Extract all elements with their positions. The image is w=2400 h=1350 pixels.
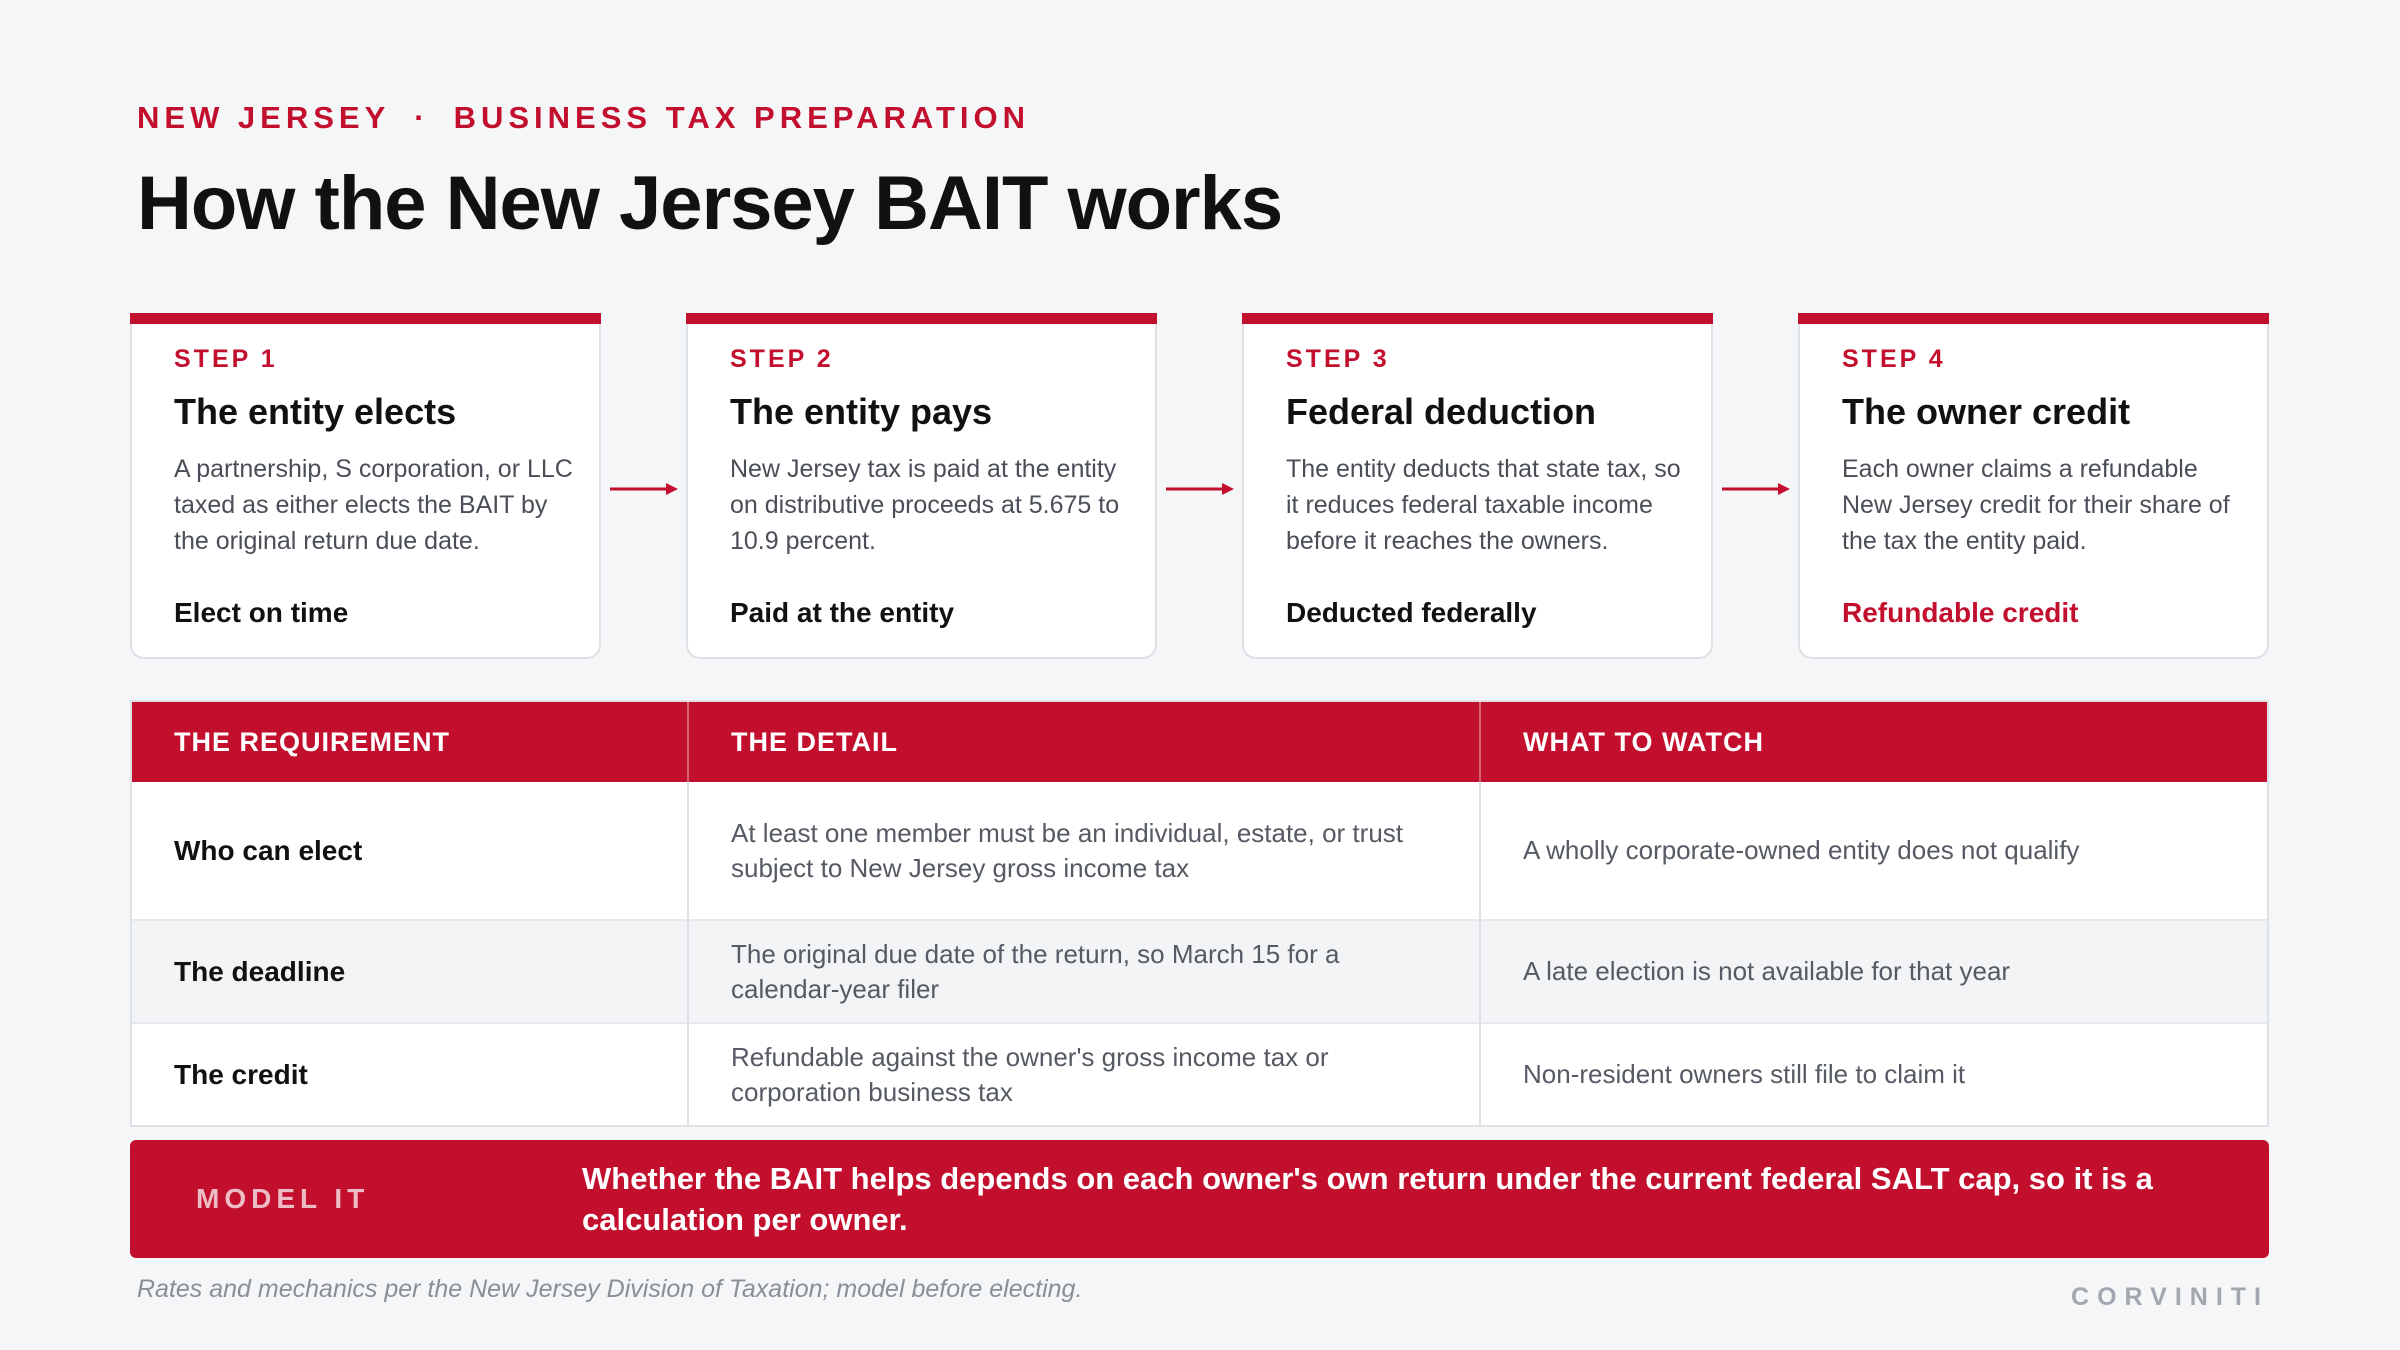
- eyebrow-separator: ·: [414, 100, 430, 135]
- table-cell-watch: A wholly corporate-owned entity does not qualify: [1523, 835, 2080, 865]
- table-cell-detail: At least one member must be an individual, estate, or trust subject to New Jersey gross income tax: [689, 782, 1481, 919]
- table-cell-watch: Non-resident owners still file to claim it: [1523, 1059, 1966, 1089]
- step-label: STEP 1: [174, 345, 278, 373]
- step-card-1: [130, 313, 601, 659]
- eyebrow-topic: BUSINESS TAX PREPARATION: [453, 100, 1031, 135]
- column-header: WHAT TO WATCH: [1523, 726, 1764, 757]
- step-title: The owner credit: [1842, 391, 2131, 432]
- requirements-table: [130, 700, 2269, 1127]
- eyebrow: [137, 100, 1030, 136]
- step-tag: Paid at the entity: [730, 597, 955, 628]
- step-tag: Refundable credit: [1842, 597, 2079, 628]
- table-row: [132, 1022, 2267, 1125]
- callout-text: Whether the BAIT helps depends on each owner's own return under the current federal SALT cap, so it is a calculation per owner.: [582, 1161, 2153, 1237]
- step-title: Federal deduction: [1286, 391, 1597, 432]
- table-header-row: [132, 702, 2267, 782]
- table-cell-requirement: Who can elect: [132, 782, 689, 919]
- steps-row: [130, 313, 2269, 659]
- step-text: Each owner claims a refundable New Jersey credit for their share of the tax the entity paid.: [1842, 455, 2230, 555]
- step-label: STEP 2: [730, 345, 834, 373]
- step-label: STEP 3: [1286, 345, 1390, 373]
- step-tag: Elect on time: [174, 597, 349, 628]
- table-row: [132, 782, 2267, 919]
- page-title: How the New Jersey BAIT works: [137, 161, 1283, 246]
- step-text: The entity deducts that state tax, so it reduces federal taxable income before it reaches the owners.: [1286, 455, 1681, 555]
- step-title: The entity elects: [174, 391, 457, 432]
- column-header: THE REQUIREMENT: [132, 702, 689, 782]
- column-header: THE DETAIL: [689, 702, 1481, 782]
- step-text: A partnership, S corporation, or LLC taxed as either elects the BAIT by the original return due date.: [174, 455, 573, 555]
- step-card-3: [1242, 313, 1713, 659]
- arrow-right-icon: [1722, 480, 1792, 498]
- step-text: New Jersey tax is paid at the entity on distributive proceeds at 5.675 to 10.9 percent.: [730, 455, 1120, 555]
- table-cell-detail: Refundable against the owner's gross income tax or corporation business tax: [689, 1024, 1481, 1125]
- step-tag: Deducted federally: [1286, 597, 1537, 628]
- table-cell-detail: The original due date of the return, so March 15 for a calendar-year filer: [689, 921, 1481, 1022]
- eyebrow-state: NEW JERSEY: [137, 100, 391, 135]
- source-footnote: Rates and mechanics per the New Jersey Division of Taxation; model before electing.: [137, 1275, 1083, 1303]
- table-cell-requirement: The credit: [132, 1024, 689, 1125]
- step-card-4: [1798, 313, 2269, 659]
- brand-wordmark: CORVINITI: [2071, 1283, 2269, 1311]
- table-cell-requirement: The deadline: [132, 921, 689, 1022]
- table-cell-watch: A late election is not available for that year: [1523, 956, 2011, 986]
- table-row: [132, 919, 2267, 1022]
- step-label: STEP 4: [1842, 345, 1946, 373]
- model-it-callout: [130, 1140, 2269, 1258]
- step-title: The entity pays: [730, 391, 993, 432]
- arrow-right-icon: [1166, 480, 1236, 498]
- callout-label: MODEL IT: [196, 1183, 370, 1214]
- step-card-2: [686, 313, 1157, 659]
- arrow-right-icon: [610, 480, 680, 498]
